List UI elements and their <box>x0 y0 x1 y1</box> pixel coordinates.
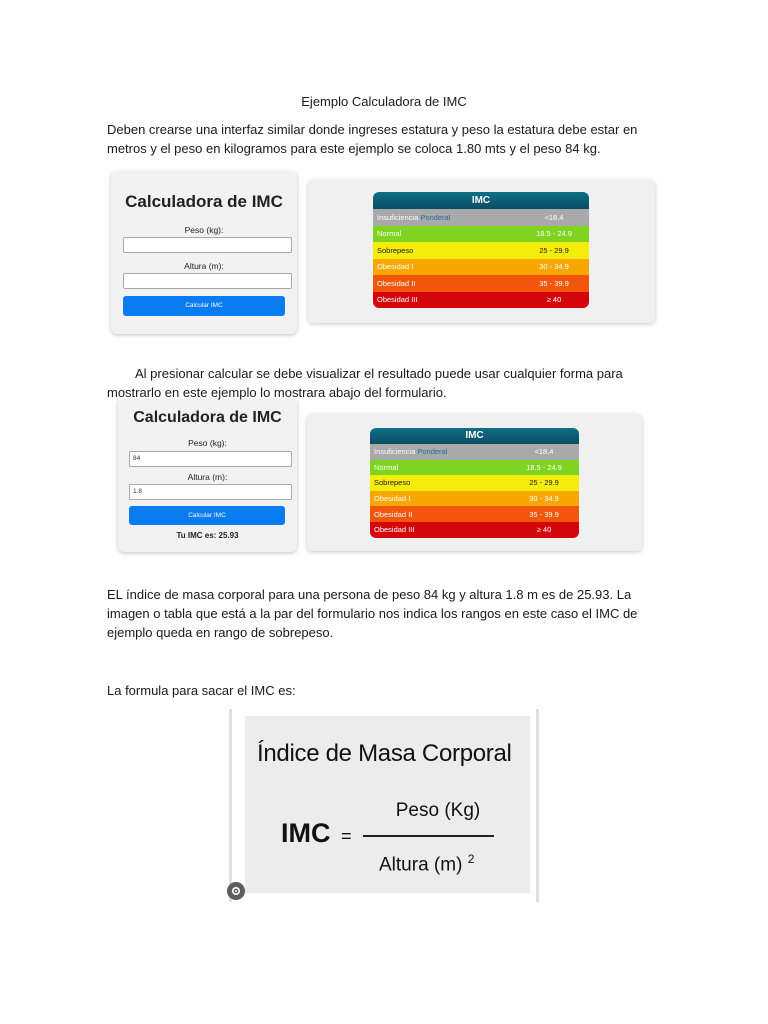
imc-category <box>373 262 519 271</box>
imc-table-row <box>373 292 589 309</box>
imc-table-header: IMC <box>373 192 589 209</box>
imc-category <box>370 525 509 534</box>
formula-lhs: IMC <box>281 818 331 848</box>
imc-result: Tu IMC es: 25.93 <box>176 531 239 540</box>
imc-range: <18,4 <box>544 212 564 222</box>
imc-range: ≥ 40 <box>536 525 552 535</box>
weight-label: Peso (kg): <box>188 438 227 448</box>
calculator-panel-filled <box>118 400 297 552</box>
calculate-button[interactable]: Calcular IMC <box>129 506 285 525</box>
imc-table-header: IMC <box>370 428 579 444</box>
weight-input[interactable] <box>123 237 292 253</box>
imc-table-row <box>370 475 579 491</box>
height-input[interactable] <box>123 273 292 289</box>
imc-category-accent: Ponderal <box>417 447 448 457</box>
calculator-panel-empty <box>111 172 297 334</box>
imc-range: 25 - 29.9 <box>529 478 559 488</box>
document-title: Ejemplo Calculadora de IMC <box>301 94 467 109</box>
imc-category-label: Obesidad III <box>377 295 418 305</box>
height-label: Altura (m): <box>187 472 228 482</box>
imc-table-row <box>370 444 579 460</box>
imc-category-label: Obesidad II <box>374 509 413 519</box>
formula-denominator-group <box>379 852 474 876</box>
formula-fraction-line <box>363 835 494 837</box>
imc-category <box>370 463 509 472</box>
imc-category-label: Insuficiencia <box>377 212 421 222</box>
imc-table-row <box>373 209 589 226</box>
imc-category-label: Obesidad III <box>374 525 415 535</box>
formula-left-border <box>229 709 232 902</box>
imc-category-accent: Ponderal <box>420 212 451 222</box>
calculator-title: Calculadora de IMC <box>125 192 283 211</box>
imc-category-label: Normal <box>377 229 402 239</box>
imc-category <box>373 229 519 238</box>
paragraph-result-info: Al presionar calcular se debe visualizar el resultado puede usar cualquier forma para mostrarlo en este ejemplo lo mostrara abajo del formulario. <box>107 366 623 400</box>
imc-category-label: Obesidad I <box>377 262 414 272</box>
imc-category <box>370 478 509 487</box>
imc-category <box>373 213 519 222</box>
height-label: Altura (m): <box>184 261 224 271</box>
imc-range: 18.5 - 24.9 <box>526 462 562 472</box>
weight-label: Peso (kg): <box>184 225 224 235</box>
imc-range: ≥ 40 <box>546 295 562 305</box>
lens-glyph <box>230 885 242 897</box>
imc-category-label: Sobrepeso <box>374 478 411 488</box>
imc-range: 30 - 34.9 <box>539 262 569 272</box>
imc-category <box>370 494 509 503</box>
paragraph-formula-intro: La formula para sacar el IMC es: <box>107 683 296 698</box>
imc-category <box>370 447 509 456</box>
imc-category <box>373 246 519 255</box>
formula-denominator: Altura (m) <box>379 854 463 876</box>
imc-range: <18,4 <box>534 447 554 457</box>
imc-table-panel-1 <box>308 180 655 323</box>
imc-range: 18.5 - 24.9 <box>536 229 572 239</box>
imc-category-label: Normal <box>374 462 399 472</box>
imc-category <box>373 295 519 304</box>
formula-title: Índice de Masa Corporal <box>257 740 512 767</box>
imc-range: 25 - 29.9 <box>539 245 569 255</box>
imc-category-label: Insuficiencia <box>374 447 418 457</box>
imc-range: 30 - 34.9 <box>529 494 559 504</box>
paragraph-intro: Deben crearse una interfaz similar donde ingreses estatura y peso la estatura debe estar en metros y el peso en kilogramos para este ejemplo se coloca 1.80 mts y el peso 84 kg. <box>107 122 638 156</box>
imc-table <box>370 428 579 538</box>
imc-table <box>373 192 589 308</box>
imc-category <box>370 510 509 519</box>
imc-range: 35 - 39.9 <box>539 278 569 288</box>
calculate-button[interactable]: Calcular IMC <box>123 296 285 316</box>
imc-table-row <box>373 226 589 243</box>
formula-exponent: 2 <box>467 852 475 866</box>
formula-image <box>245 716 530 893</box>
imc-table-row <box>373 275 589 292</box>
formula-right-border <box>536 709 539 902</box>
calculator-title: Calculadora de IMC <box>133 409 282 426</box>
imc-table-row <box>370 460 579 476</box>
imc-range: 35 - 39.9 <box>529 509 559 519</box>
height-input[interactable]: 1.8 <box>129 484 292 500</box>
imc-category-label: Obesidad II <box>377 278 416 288</box>
imc-table-row <box>370 522 579 538</box>
paragraph-explanation: EL índice de masa corporal para una persona de peso 84 kg y altura 1.8 m es de 25.93. La imagen o tabla que está a la par del formulario nos indica los rangos en este caso el IMC de ejemplo queda en rango de sobrepeso. <box>107 587 638 640</box>
imc-table-rows <box>373 209 589 308</box>
imc-table-rows <box>370 444 579 538</box>
imc-table-row <box>370 506 579 522</box>
imc-table-panel-2 <box>307 414 642 551</box>
imc-table-row <box>373 259 589 276</box>
imc-table-row <box>370 491 579 507</box>
imc-category-label: Obesidad I <box>374 494 411 504</box>
imc-category-label: Sobrepeso <box>377 245 414 255</box>
formula-numerator: Peso (Kg) <box>395 800 481 821</box>
google-lens-icon[interactable] <box>227 882 245 900</box>
imc-category <box>373 279 519 288</box>
imc-table-row <box>373 242 589 259</box>
formula-equals: = <box>341 826 352 846</box>
weight-input[interactable]: 84 <box>129 451 292 467</box>
